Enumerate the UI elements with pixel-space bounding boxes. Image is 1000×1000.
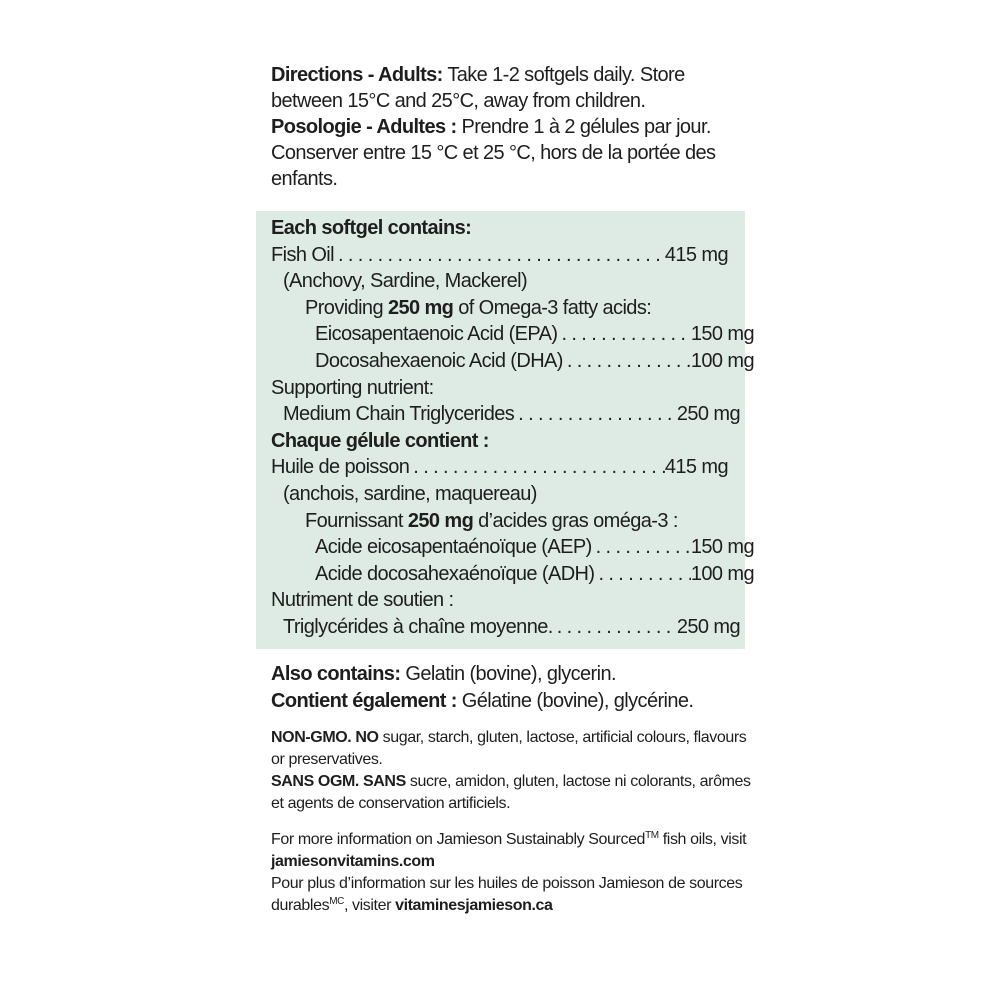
ingredient-amount: 150 mg	[690, 536, 754, 559]
free-from-en	[271, 727, 756, 771]
supporting-nutrient-en: Supporting nutrient:	[271, 376, 434, 399]
providing-pre: Fournissant	[305, 509, 408, 532]
more-info-fr-text: Pour plus d’information sur les huiles de poisson Jamieson de sources durables	[271, 874, 743, 914]
supplement-heading-fr: Chaque gélule contient :	[271, 429, 489, 452]
dot-leader	[514, 401, 677, 428]
also-contains-fr-text: Gélatine (bovine), glycérine.	[456, 689, 694, 712]
dot-leader	[557, 321, 690, 348]
supporting-nutrient-fr: Nutriment de soutien :	[271, 589, 454, 612]
ingredient-row-fish-oil	[271, 242, 728, 269]
directions-fr-label: Posologie - Adultes :	[271, 116, 457, 138]
ingredient-name: Triglycérides à chaîne moyenne.	[283, 615, 553, 638]
ingredient-name: Acide docosahexaénoïque (ADH)	[315, 562, 595, 585]
directions-en	[271, 62, 756, 114]
ingredient-name: Medium Chain Triglycerides	[283, 403, 515, 426]
ingredient-row-mct-fr	[271, 614, 740, 641]
ingredient-amount: 150 mg	[690, 323, 754, 346]
ingredient-row-dha	[271, 348, 754, 375]
more-info-en-text: For more information on Jamieson Sustainably Sourced	[271, 830, 646, 848]
dot-leader	[553, 614, 677, 641]
providing-omega3-en	[271, 295, 745, 322]
ingredient-name: Eicosapentaenoic Acid (EPA)	[315, 323, 558, 346]
also-contains-fr-label: Contient également :	[271, 689, 457, 712]
product-label	[256, 62, 756, 917]
directions-fr	[271, 114, 756, 192]
also-contains-fr	[271, 688, 756, 715]
ingredient-amount: 250 mg	[676, 615, 740, 638]
more-info-section	[256, 829, 756, 917]
more-info-fr	[271, 873, 756, 917]
free-from-section	[256, 727, 756, 815]
dot-leader	[334, 242, 665, 269]
website-link-en[interactable]: jamiesonvitamins.com	[271, 852, 435, 870]
directions-section	[256, 62, 756, 192]
dot-leader	[563, 348, 691, 375]
dot-leader	[594, 561, 690, 588]
free-from-en-bold: NON-GMO. NO	[271, 728, 379, 746]
supplement-facts-box	[256, 211, 754, 649]
more-info-en-text2: fish oils, visit	[658, 830, 747, 848]
ingredient-amount: 100 mg	[690, 562, 754, 585]
free-from-fr-bold: SANS OGM. SANS	[271, 772, 406, 790]
providing-pre: Providing	[305, 296, 388, 319]
ingredient-name: Huile de poisson	[271, 456, 410, 479]
fish-source-en: (Anchovy, Sardine, Mackerel)	[283, 270, 528, 293]
also-contains-en	[271, 661, 756, 688]
free-from-fr-text: sucre, amidon, gluten, lactose ni colorants, arômes et agents de conservation artificiels.	[271, 772, 751, 812]
providing-amount: 250 mg	[407, 509, 474, 532]
providing-post: of Omega-3 fatty acids:	[453, 296, 652, 319]
fish-source-fr: (anchois, sardine, maquereau)	[283, 482, 537, 505]
also-contains-en-label: Also contains:	[271, 662, 401, 685]
ingredient-amount: 250 mg	[676, 403, 740, 426]
ingredient-row-adh	[271, 561, 754, 588]
supplement-heading-en: Each softgel contains:	[271, 217, 472, 239]
free-from-fr	[271, 771, 756, 815]
ingredient-row-aep	[271, 534, 754, 561]
also-contains-section	[256, 661, 756, 715]
more-info-fr-text2: , visiter	[343, 896, 396, 914]
directions-fr-text: Prendre 1 à 2 gélules par jour. Conserver entre 15 °C et 25 °C, hors de la portée des enfants.	[271, 116, 716, 190]
free-from-en-text: sugar, starch, gluten, lactose, artificial colours, flavours or preservatives.	[271, 728, 747, 768]
ingredient-row-mct	[271, 401, 740, 428]
website-link-fr[interactable]: vitaminesjamieson.ca	[395, 896, 553, 914]
ingredient-row-epa	[271, 321, 754, 348]
ingredient-name: Docosahexaenoic Acid (DHA)	[315, 349, 563, 372]
ingredient-name: Fish Oil	[271, 243, 334, 266]
also-contains-en-text: Gelatin (bovine), glycerin.	[400, 662, 616, 685]
dot-leader	[409, 454, 665, 481]
providing-post: d’acides gras oméga-3 :	[473, 509, 678, 532]
trademark-mark-fr: MC	[329, 895, 344, 907]
ingredient-amount: 415 mg	[664, 456, 728, 479]
directions-en-label: Directions - Adults:	[271, 64, 443, 86]
ingredient-amount: 100 mg	[690, 349, 754, 372]
ingredient-name: Acide eicosapentaénoïque (AEP)	[315, 536, 592, 559]
ingredient-row-fish-oil-fr	[271, 454, 728, 481]
providing-amount: 250 mg	[387, 296, 454, 319]
providing-omega3-fr	[271, 508, 745, 535]
dot-leader	[592, 534, 691, 561]
trademark-mark: TM	[645, 829, 659, 841]
directions-en-text: Take 1-2 softgels daily. Store between 15°C and 25°C, away from children.	[271, 64, 685, 112]
more-info-en	[271, 829, 756, 873]
ingredient-amount: 415 mg	[664, 243, 728, 266]
